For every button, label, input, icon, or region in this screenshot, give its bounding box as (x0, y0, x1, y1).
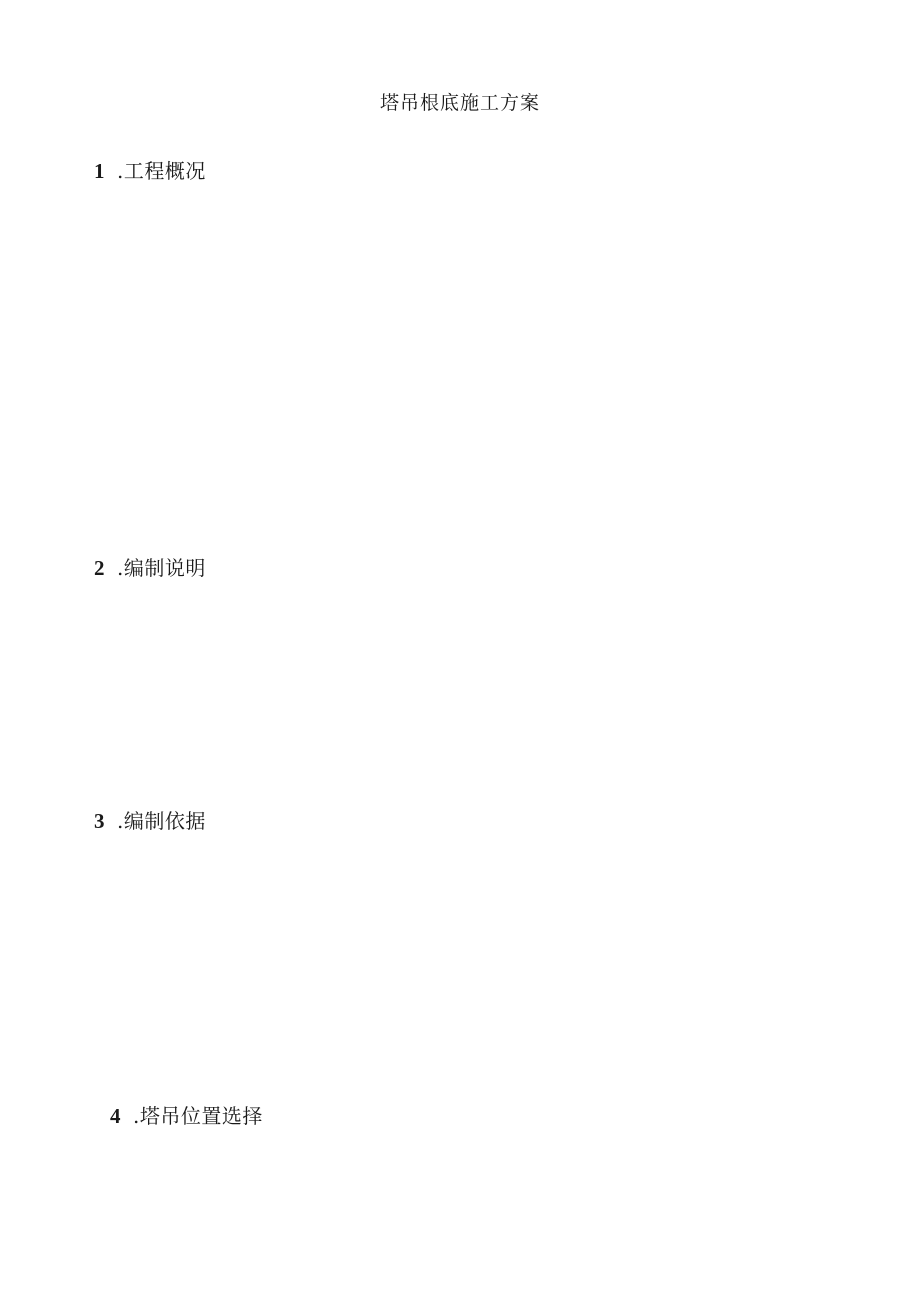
section-title: .编制说明 (117, 556, 206, 580)
section-2-heading (94, 552, 206, 581)
section-number: 2 (94, 556, 105, 580)
section-title: .塔吊位置选择 (133, 1104, 263, 1128)
section-title: .编制依据 (117, 809, 206, 833)
section-number: 3 (94, 809, 105, 833)
page-title: 塔吊根底施工方案 (379, 92, 540, 114)
section-3-heading (94, 805, 206, 834)
section-title: .工程概况 (117, 159, 206, 183)
section-number: 1 (94, 159, 105, 183)
section-4-heading (110, 1100, 263, 1129)
section-number: 4 (110, 1104, 121, 1128)
section-1-heading (94, 155, 206, 184)
